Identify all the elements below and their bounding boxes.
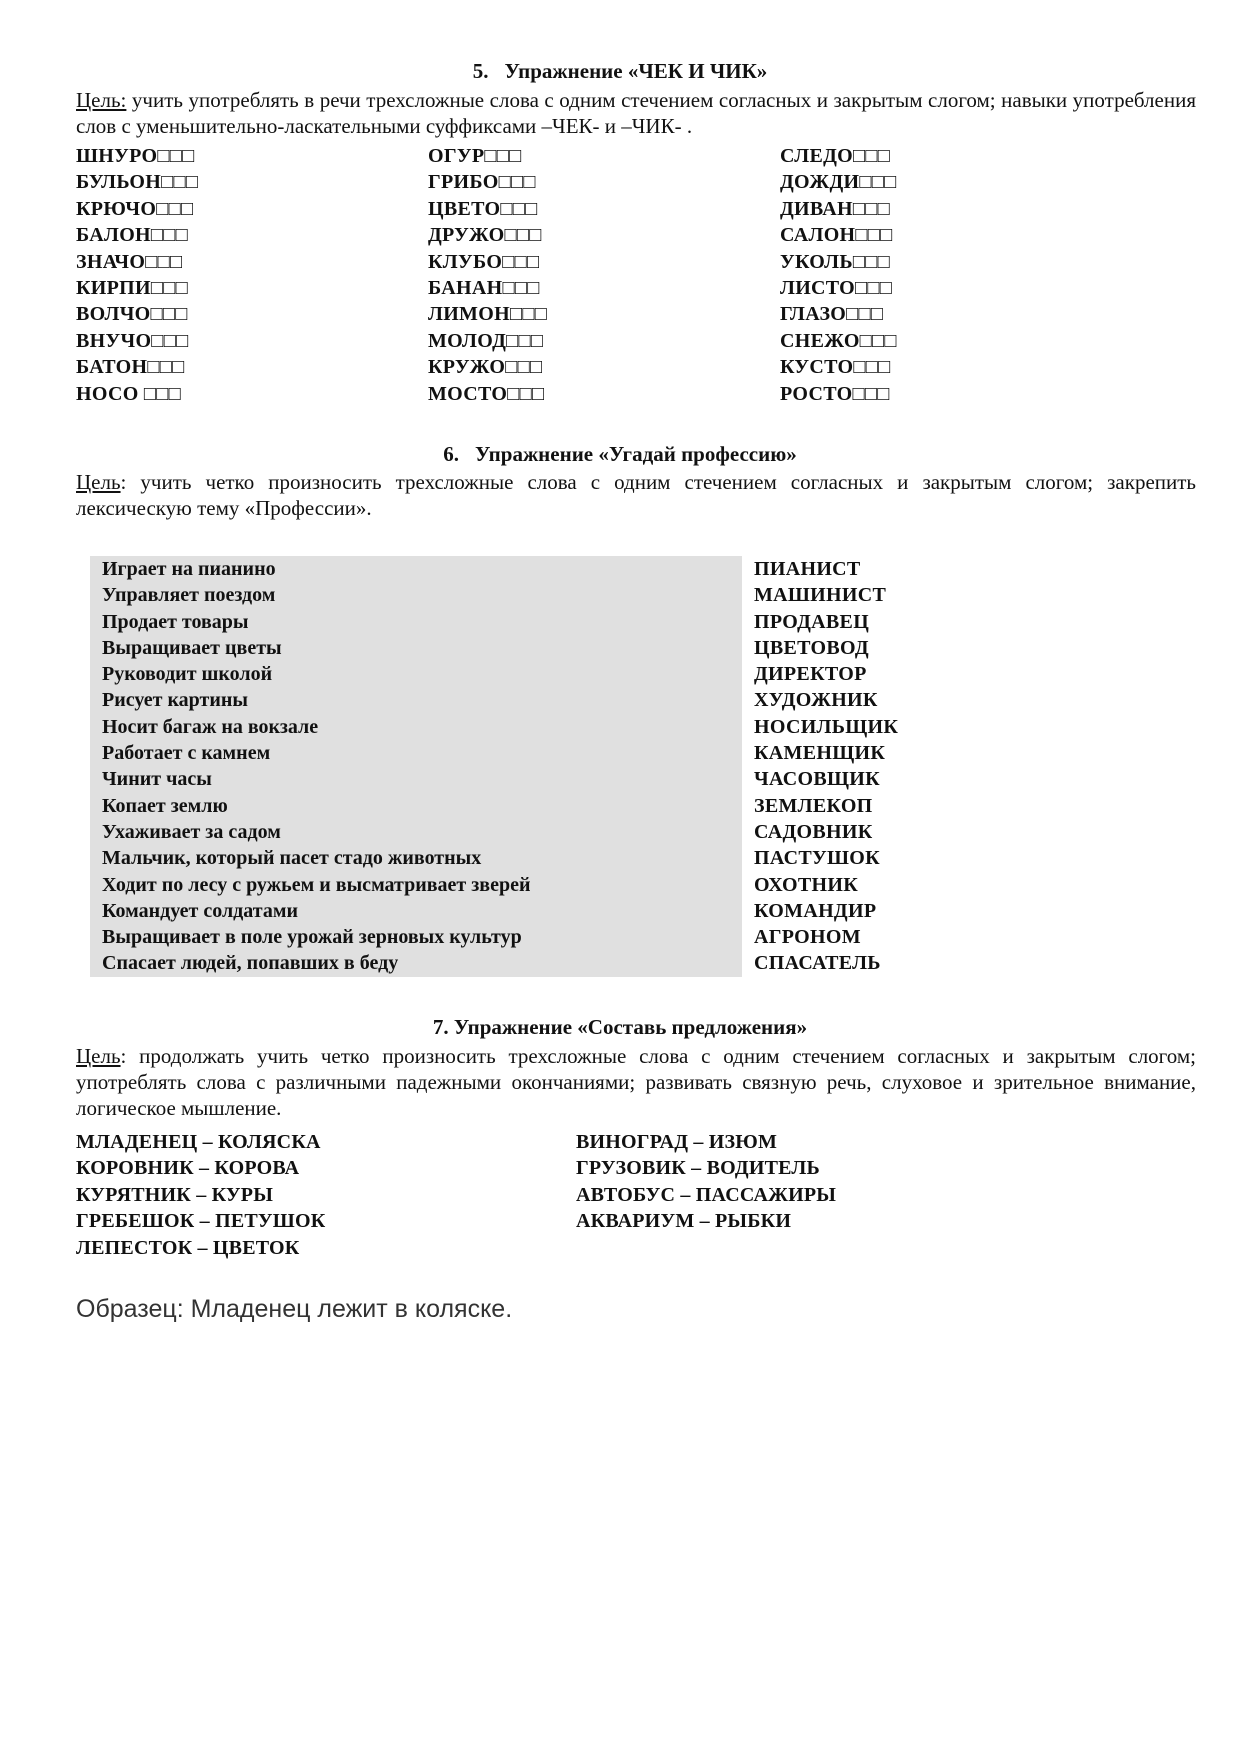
sample-sentence: Образец: Младенец лежит в коляске. — [76, 1295, 513, 1323]
profession-answer: ПРОДАВЕЦ — [754, 610, 870, 633]
goal-text: учить употреблять в речи трехсложные слова с одним стечением согласных и закрытым слогом; навыки употребления слов с уменьшительно-ласкательными суффиксами –ЧЕК- и –ЧИК- . — [76, 88, 1196, 138]
word-item: ЗНАЧО□□□ — [76, 250, 183, 273]
profession-answer: АГРОНОМ — [754, 926, 861, 949]
exercise-5-number: 5. — [472, 59, 489, 83]
exercise-6-title: Упражнение «Угадай профессию» — [474, 442, 797, 466]
profession-table — [90, 556, 980, 977]
word-item: ГРИБО□□□ — [428, 171, 536, 194]
profession-answer: ЧАСОВЩИК — [754, 768, 880, 791]
profession-answer: ПАСТУШОК — [754, 847, 880, 870]
word-item: САЛОН□□□ — [780, 224, 893, 247]
word-item: НОСО □□□ — [76, 382, 181, 405]
profession-description: Управляет поездом — [90, 582, 742, 608]
word-item: КУСТО□□□ — [780, 356, 891, 379]
profession-answer: ОХОТНИК — [754, 873, 859, 896]
table-row — [90, 714, 980, 740]
profession-description: Чинит часы — [90, 766, 742, 792]
profession-answer: ХУДОЖНИК — [754, 689, 878, 712]
word-item: КИРПИ□□□ — [76, 277, 189, 300]
table-row — [90, 635, 980, 661]
word-item: ШНУРО□□□ — [76, 145, 195, 167]
table-row — [90, 609, 980, 635]
table-row — [90, 766, 980, 792]
table-row — [90, 898, 980, 924]
word-item: ЦВЕТО□□□ — [428, 197, 538, 220]
profession-description: Копает землю — [90, 793, 742, 819]
exercise-6-heading — [0, 441, 1240, 467]
word-pair: АВТОБУС – ПАССАЖИРЫ — [576, 1183, 837, 1206]
table-row — [90, 872, 980, 898]
word-item: КРЮЧО□□□ — [76, 197, 194, 220]
exercise-6-goal — [76, 469, 1196, 521]
profession-answer: МАШИНИСТ — [754, 584, 887, 607]
word-item: РОСТО□□□ — [780, 382, 890, 405]
exercise-7-title: 7. Упражнение «Составь предложения» — [432, 1015, 808, 1039]
word-item: БУЛЬОН□□□ — [76, 171, 199, 194]
word-item: БАЛОН□□□ — [76, 224, 189, 247]
word-item: ДРУЖО□□□ — [428, 224, 542, 247]
table-row — [90, 661, 980, 687]
profession-description: Мальчик, который пасет стадо животных — [90, 845, 742, 871]
word-pair: ЛЕПЕСТОК – ЦВЕТОК — [76, 1236, 300, 1259]
profession-answer: ПИАНИСТ — [754, 558, 861, 580]
word-item: УКОЛЬ□□□ — [780, 250, 891, 273]
table-row — [90, 582, 980, 608]
table-row — [90, 950, 980, 976]
word-item: БАТОН□□□ — [76, 356, 185, 379]
word-pair: КУРЯТНИК – КУРЫ — [76, 1183, 274, 1206]
exercise-7-goal — [76, 1043, 1196, 1121]
exercise-5-goal — [76, 87, 1196, 139]
profession-description: Работает с камнем — [90, 740, 742, 766]
word-pair: АКВАРИУМ – РЫБКИ — [576, 1210, 792, 1233]
goal-label: Цель — [76, 470, 121, 494]
word-item: БАНАН□□□ — [428, 277, 540, 300]
profession-answer: КОМАНДИР — [754, 899, 877, 922]
profession-description: Играет на пианино — [90, 556, 742, 582]
profession-answer: ЗЕМЛЕКОП — [754, 794, 873, 817]
profession-description: Руководит школой — [90, 661, 742, 687]
word-item: МОСТО□□□ — [428, 382, 545, 405]
exercise-5-heading — [0, 58, 1240, 84]
profession-description: Носит багаж на вокзале — [90, 714, 742, 740]
profession-answer: КАМЕНЩИК — [754, 742, 886, 765]
profession-description: Командует солдатами — [90, 898, 742, 924]
profession-description: Ходит по лесу с ружьем и высматривает зверей — [90, 872, 742, 898]
exercise-7-heading — [0, 1014, 1240, 1040]
word-item: ДИВАН□□□ — [780, 197, 891, 220]
word-pair: ВИНОГРАД – ИЗЮМ — [576, 1131, 778, 1153]
word-item: ОГУР□□□ — [428, 145, 522, 167]
profession-answer: САДОВНИК — [754, 820, 873, 843]
table-row — [90, 740, 980, 766]
word-item: ВНУЧО□□□ — [76, 329, 189, 352]
word-suffix-grid — [76, 143, 1196, 407]
profession-description: Продает товары — [90, 609, 742, 635]
word-item: СНЕЖО□□□ — [780, 329, 897, 352]
word-pair: ГРУЗОВИК – ВОДИТЕЛЬ — [576, 1157, 820, 1180]
exercise-5-title: Упражнение «ЧЕК И ЧИК» — [504, 59, 768, 83]
word-item: ДОЖДИ□□□ — [780, 171, 897, 194]
word-item: ЛИМОН□□□ — [428, 303, 548, 326]
word-item: КРУЖО□□□ — [428, 356, 543, 379]
word-pairs-grid — [76, 1129, 1196, 1261]
word-item: ЛИСТО□□□ — [780, 277, 893, 300]
profession-answer: СПАСАТЕЛЬ — [754, 952, 881, 975]
table-row — [90, 793, 980, 819]
word-item: СЛЕДО□□□ — [780, 145, 891, 167]
table-row — [90, 845, 980, 871]
profession-description: Выращивает в поле урожай зерновых культур — [90, 924, 742, 950]
word-item: МОЛОД□□□ — [428, 329, 544, 352]
word-pair: КОРОВНИК – КОРОВА — [76, 1157, 300, 1180]
goal-label: Цель — [76, 1044, 121, 1068]
goal-text: : продолжать учить четко произносить трехсложные слова с одним стечением согласных и закрытым слогом; употреблять слова с различными падежными окончаниями; развивать связную речь, слуховое и зрительное внимание, логическое мышление. — [76, 1044, 1196, 1120]
goal-label: Цель: — [76, 88, 127, 112]
profession-description: Выращивает цветы — [90, 635, 742, 661]
profession-description: Рисует картины — [90, 687, 742, 713]
word-pair: ГРЕБЕШОК – ПЕТУШОК — [76, 1210, 326, 1233]
table-row — [90, 556, 980, 582]
table-row — [90, 924, 980, 950]
word-item: ГЛАЗО□□□ — [780, 303, 884, 326]
table-row — [90, 819, 980, 845]
profession-answer: ДИРЕКТОР — [754, 663, 867, 686]
table-row — [90, 687, 980, 713]
exercise-6-number: 6. — [443, 442, 459, 466]
word-pair: МЛАДЕНЕЦ – КОЛЯСКА — [76, 1131, 321, 1153]
goal-text: : учить четко произносить трехсложные слова с одним стечением согласных и закрытым слогом; закрепить лексическую тему «Профессии». — [76, 470, 1196, 520]
profession-answer: НОСИЛЬЩИК — [754, 715, 899, 738]
word-item: ВОЛЧО□□□ — [76, 303, 188, 326]
word-item: КЛУБО□□□ — [428, 250, 540, 273]
profession-answer: ЦВЕТОВОД — [754, 636, 869, 659]
profession-description: Спасает людей, попавших в беду — [90, 950, 742, 976]
profession-description: Ухаживает за садом — [90, 819, 742, 845]
